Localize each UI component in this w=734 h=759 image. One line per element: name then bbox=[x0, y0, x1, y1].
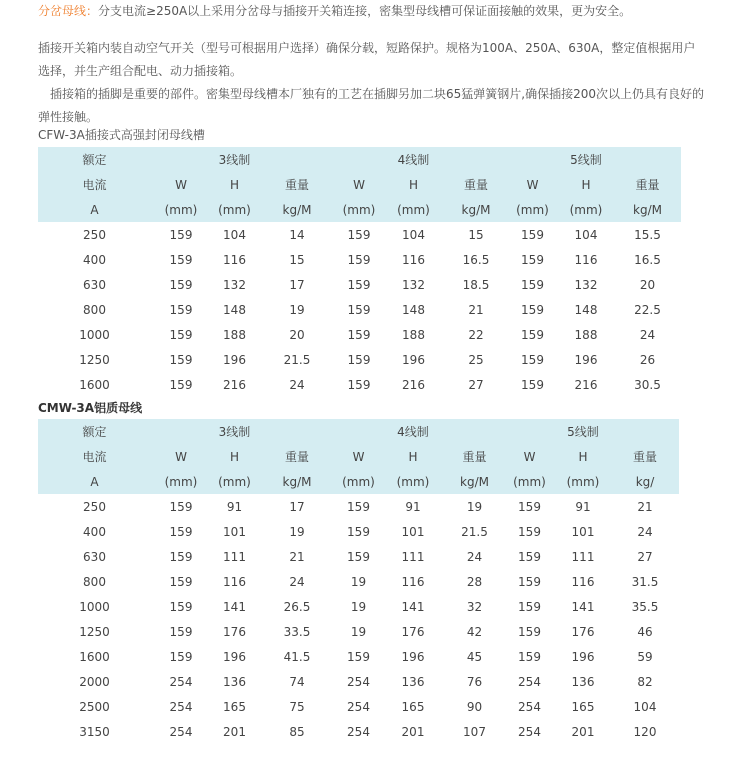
table-cell: 159 bbox=[521, 252, 544, 267]
header-cell: 重量 bbox=[258, 444, 336, 469]
table-cell: 148 bbox=[574, 302, 598, 317]
table-cell: 159 bbox=[347, 327, 371, 342]
table-cell: 90 bbox=[466, 699, 483, 714]
table2-header-row bbox=[38, 469, 679, 494]
header-cell: H bbox=[211, 444, 258, 469]
table-cell: 1000 bbox=[79, 599, 110, 614]
table-cell: 111 bbox=[571, 549, 595, 564]
table-cell: 15.5 bbox=[634, 227, 661, 242]
header-cell bbox=[614, 147, 681, 172]
table-cell: 159 bbox=[518, 499, 541, 514]
table-cell: 120 bbox=[633, 724, 657, 739]
table-cell: 85 bbox=[289, 724, 305, 739]
intro-paragraph-plug-pin-line1: 插接箱的插脚是重要的部件。密集型母线槽本厂独有的工艺在插脚另加二块65猛弹簧钢片,确保插接200次以上仍具有良好的 bbox=[50, 87, 704, 101]
table-cell: 141 bbox=[571, 599, 595, 614]
table-cell: 19 bbox=[466, 499, 483, 514]
header-cell bbox=[336, 147, 382, 172]
table-row bbox=[38, 644, 679, 669]
table-cell: 91 bbox=[575, 499, 591, 514]
table-cell: 22 bbox=[468, 327, 484, 342]
table-cell: 41.5 bbox=[283, 649, 311, 664]
table-cell: 2000 bbox=[79, 674, 110, 689]
table-cell: 159 bbox=[169, 277, 193, 292]
table-cell: 14 bbox=[289, 227, 305, 242]
table-cell: 28 bbox=[466, 574, 483, 589]
table-cell: 116 bbox=[574, 252, 598, 267]
header-cell: 4线制 bbox=[381, 419, 445, 444]
table-cell: 91 bbox=[226, 499, 243, 514]
table2-header-row bbox=[38, 444, 679, 469]
table-cell: 250 bbox=[83, 499, 106, 514]
table-cell: 216 bbox=[223, 377, 246, 392]
table-cell: 148 bbox=[402, 302, 425, 317]
header-cell: (mm) bbox=[151, 469, 211, 494]
table-cell: 216 bbox=[574, 377, 598, 392]
table-cell: 116 bbox=[223, 574, 246, 589]
table-cell: 159 bbox=[518, 524, 541, 539]
table-cell: 159 bbox=[521, 302, 544, 317]
table-cell: 111 bbox=[223, 549, 246, 564]
table-cell: 176 bbox=[401, 624, 425, 639]
header-cell: W bbox=[507, 172, 558, 197]
header-cell: W bbox=[504, 444, 555, 469]
header-cell: H bbox=[558, 172, 614, 197]
header-cell: kg/M bbox=[445, 469, 504, 494]
table-cell: 91 bbox=[405, 499, 421, 514]
header-cell: W bbox=[336, 172, 382, 197]
header-cell: (mm) bbox=[507, 197, 558, 222]
header-cell: A bbox=[38, 197, 151, 222]
table-cell: 26 bbox=[639, 352, 656, 367]
table-cell: 111 bbox=[401, 549, 425, 564]
table-cell: 35.5 bbox=[631, 599, 659, 614]
table-cell: 188 bbox=[223, 327, 246, 342]
table-row bbox=[38, 222, 681, 247]
header-cell: H bbox=[555, 444, 611, 469]
header-cell: A bbox=[38, 469, 151, 494]
table-cell: 165 bbox=[401, 699, 425, 714]
table-cell: 196 bbox=[223, 352, 246, 367]
header-cell: H bbox=[211, 172, 258, 197]
header-cell: W bbox=[336, 444, 381, 469]
table-row bbox=[38, 347, 681, 372]
table-row bbox=[38, 669, 679, 694]
table-row bbox=[38, 544, 679, 569]
table-row bbox=[38, 494, 679, 519]
table-cell: 19 bbox=[350, 624, 367, 639]
table-cell: 159 bbox=[169, 252, 193, 267]
header-cell bbox=[336, 419, 381, 444]
table-cell: 1250 bbox=[79, 624, 110, 639]
table-cell: 19 bbox=[289, 524, 305, 539]
table-cell: 159 bbox=[521, 352, 544, 367]
table-cell: 159 bbox=[169, 227, 193, 242]
header-cell: 5线制 bbox=[558, 147, 614, 172]
table-cell: 148 bbox=[223, 302, 246, 317]
header-cell: (mm) bbox=[336, 197, 382, 222]
table-cell: 800 bbox=[83, 302, 106, 317]
table-cell: 159 bbox=[521, 327, 544, 342]
table-cell: 15 bbox=[289, 252, 305, 267]
intro-paragraph-plug-box-line1: 插接开关箱内装自动空气开关（型号可根据用户选择）确保分载，短路保护。规格为100A、250A、630A，整定值根据用户 bbox=[38, 41, 696, 55]
table-cell: 141 bbox=[223, 599, 246, 614]
intro-paragraph-plug-box-line2: 选择，并生产组合配电、动力插接箱。 bbox=[38, 64, 243, 78]
table-cell: 1250 bbox=[79, 352, 110, 367]
table-cell: 201 bbox=[571, 724, 595, 739]
header-cell bbox=[504, 419, 555, 444]
table-cell: 159 bbox=[169, 302, 193, 317]
table-row bbox=[38, 569, 679, 594]
table-cell: 159 bbox=[521, 277, 544, 292]
table-cell: 17 bbox=[289, 277, 305, 292]
table-cell: 82 bbox=[637, 674, 653, 689]
table-cell: 159 bbox=[347, 302, 371, 317]
table-cell: 24 bbox=[289, 377, 305, 392]
table-cell: 254 bbox=[347, 699, 370, 714]
table-cell: 33.5 bbox=[283, 624, 311, 639]
table-cell: 188 bbox=[574, 327, 598, 342]
table-cell: 132 bbox=[223, 277, 246, 292]
header-cell: 额定 bbox=[38, 419, 151, 444]
table-cell: 159 bbox=[347, 277, 371, 292]
header-cell: (mm) bbox=[211, 469, 258, 494]
table-cell: 400 bbox=[83, 524, 106, 539]
table-cell: 30.5 bbox=[634, 377, 661, 392]
table-row bbox=[38, 322, 681, 347]
table-cell: 17 bbox=[289, 499, 305, 514]
table-cell: 216 bbox=[402, 377, 425, 392]
header-cell: kg/M bbox=[445, 197, 507, 222]
table-cell: 19 bbox=[350, 574, 367, 589]
table-cell: 75 bbox=[289, 699, 305, 714]
table-row bbox=[38, 594, 679, 619]
table-cell: 196 bbox=[571, 649, 595, 664]
table-cell: 400 bbox=[83, 252, 106, 267]
table-cell: 159 bbox=[169, 549, 193, 564]
intro-paragraph-plug-pin-line2: 弹性接触。 bbox=[38, 110, 99, 124]
table-cell: 254 bbox=[347, 674, 370, 689]
table-cell: 630 bbox=[83, 277, 106, 292]
table-cell: 27 bbox=[468, 377, 484, 392]
header-cell: (mm) bbox=[382, 197, 445, 222]
table-cell: 1000 bbox=[79, 327, 110, 342]
table-cell: 76 bbox=[466, 674, 483, 689]
table-cell: 159 bbox=[347, 524, 370, 539]
table-cell: 74 bbox=[289, 674, 305, 689]
header-cell: kg/M bbox=[258, 197, 336, 222]
header-cell: 电流 bbox=[38, 444, 151, 469]
table-cell: 20 bbox=[289, 327, 305, 342]
header-cell: (mm) bbox=[381, 469, 445, 494]
header-cell: 3线制 bbox=[211, 147, 258, 172]
table-cell: 159 bbox=[169, 524, 193, 539]
table-cell: 196 bbox=[401, 649, 425, 664]
table-cell: 254 bbox=[518, 724, 541, 739]
table2-header-row bbox=[38, 419, 679, 444]
table-cell: 32 bbox=[466, 599, 483, 614]
table-cell: 21.5 bbox=[461, 524, 488, 539]
table1-caption: CFW-3A插接式高强封闭母线槽 bbox=[38, 128, 205, 142]
table-cell: 107 bbox=[463, 724, 486, 739]
table-cell: 159 bbox=[169, 499, 193, 514]
table-cell: 254 bbox=[169, 699, 193, 714]
table-cell: 24 bbox=[289, 574, 305, 589]
header-cell bbox=[151, 419, 211, 444]
header-cell: (mm) bbox=[336, 469, 381, 494]
header-cell: (mm) bbox=[558, 197, 614, 222]
table-cell: 159 bbox=[169, 377, 193, 392]
table-cell: 26.5 bbox=[283, 599, 311, 614]
table-row bbox=[38, 372, 681, 397]
header-cell bbox=[507, 147, 558, 172]
table-cell: 136 bbox=[571, 674, 595, 689]
header-cell: 重量 bbox=[445, 444, 504, 469]
table-cell: 25 bbox=[468, 352, 484, 367]
table-cell: 254 bbox=[169, 724, 193, 739]
table-cell: 21 bbox=[637, 499, 653, 514]
table-cell: 201 bbox=[223, 724, 246, 739]
header-cell: 重量 bbox=[614, 172, 681, 197]
table-cell: 21 bbox=[468, 302, 484, 317]
header-cell: 电流 bbox=[38, 172, 151, 197]
table-cell: 201 bbox=[401, 724, 425, 739]
table-cell: 159 bbox=[518, 624, 541, 639]
table-cell: 132 bbox=[402, 277, 425, 292]
table-cell: 196 bbox=[574, 352, 598, 367]
table-cell: 159 bbox=[169, 574, 193, 589]
table-cell: 159 bbox=[518, 549, 541, 564]
header-cell: 3线制 bbox=[211, 419, 258, 444]
header-cell: W bbox=[151, 444, 211, 469]
table-cell: 42 bbox=[466, 624, 483, 639]
header-cell: (mm) bbox=[211, 197, 258, 222]
header-cell: 4线制 bbox=[382, 147, 445, 172]
table-cell: 24 bbox=[637, 524, 653, 539]
header-cell bbox=[258, 419, 336, 444]
header-cell: 额定 bbox=[38, 147, 151, 172]
table-cell: 45 bbox=[466, 649, 483, 664]
table-cell: 159 bbox=[518, 649, 541, 664]
table-cell: 136 bbox=[223, 674, 246, 689]
table-cell: 254 bbox=[347, 724, 370, 739]
cfw-spec-table bbox=[38, 147, 681, 397]
header-cell: kg/M bbox=[258, 469, 336, 494]
table-cell: 159 bbox=[347, 649, 370, 664]
table-cell: 165 bbox=[571, 699, 595, 714]
table-cell: 254 bbox=[518, 699, 541, 714]
table-row bbox=[38, 719, 679, 744]
table-cell: 116 bbox=[402, 252, 425, 267]
branch-busbar-keyword: 分岔母线： bbox=[38, 4, 99, 18]
table-cell: 104 bbox=[402, 227, 425, 242]
table-cell: 104 bbox=[574, 227, 598, 242]
branch-busbar-text: 分支电流≥250A以上采用分岔母与插接开关箱连接，密集型母线槽可保证面接触的效果，更为安全。 bbox=[98, 4, 632, 18]
table-cell: 27 bbox=[637, 549, 653, 564]
header-cell bbox=[445, 419, 504, 444]
table-cell: 21.5 bbox=[283, 352, 311, 367]
table1-header-row bbox=[38, 147, 681, 172]
table-cell: 159 bbox=[347, 352, 371, 367]
table-cell: 159 bbox=[169, 624, 193, 639]
table-cell: 22.5 bbox=[634, 302, 661, 317]
table-cell: 21 bbox=[289, 549, 305, 564]
header-cell: kg/ bbox=[611, 469, 679, 494]
table-cell: 159 bbox=[169, 599, 193, 614]
table-cell: 254 bbox=[518, 674, 541, 689]
table-cell: 176 bbox=[223, 624, 246, 639]
table-row bbox=[38, 619, 679, 644]
table-cell: 159 bbox=[347, 549, 370, 564]
table-cell: 159 bbox=[347, 499, 370, 514]
table-cell: 46 bbox=[637, 624, 653, 639]
table-cell: 254 bbox=[169, 674, 193, 689]
table-cell: 2500 bbox=[79, 699, 110, 714]
table-cell: 159 bbox=[347, 377, 371, 392]
table-cell: 159 bbox=[518, 599, 541, 614]
table-cell: 196 bbox=[402, 352, 425, 367]
table-cell: 16.5 bbox=[462, 252, 490, 267]
table-cell: 16.5 bbox=[634, 252, 661, 267]
table1-header-row bbox=[38, 197, 681, 222]
header-cell: (mm) bbox=[151, 197, 211, 222]
table-cell: 104 bbox=[633, 699, 657, 714]
table-cell: 20 bbox=[639, 277, 656, 292]
table-cell: 159 bbox=[521, 377, 544, 392]
header-cell: (mm) bbox=[504, 469, 555, 494]
table-cell: 116 bbox=[571, 574, 595, 589]
table-cell: 159 bbox=[169, 327, 193, 342]
table-cell: 136 bbox=[401, 674, 425, 689]
table-row bbox=[38, 694, 679, 719]
header-cell: H bbox=[381, 444, 445, 469]
table-cell: 159 bbox=[521, 227, 544, 242]
table-cell: 3150 bbox=[79, 724, 110, 739]
table-cell: 24 bbox=[639, 327, 656, 342]
header-cell: 5线制 bbox=[555, 419, 611, 444]
header-cell: H bbox=[382, 172, 445, 197]
table-cell: 159 bbox=[169, 649, 193, 664]
table-row bbox=[38, 247, 681, 272]
table-cell: 116 bbox=[401, 574, 425, 589]
table-cell: 188 bbox=[402, 327, 425, 342]
table-cell: 31.5 bbox=[631, 574, 659, 589]
header-cell: 重量 bbox=[445, 172, 507, 197]
table2-caption: CMW-3A铝质母线 bbox=[38, 401, 143, 415]
table-cell: 176 bbox=[571, 624, 595, 639]
header-cell: kg/M bbox=[614, 197, 681, 222]
table-row bbox=[38, 297, 681, 322]
table-cell: 19 bbox=[289, 302, 305, 317]
table-cell: 101 bbox=[223, 524, 246, 539]
table-cell: 159 bbox=[518, 574, 541, 589]
table-cell: 132 bbox=[574, 277, 598, 292]
table-cell: 101 bbox=[401, 524, 425, 539]
table-cell: 1600 bbox=[79, 649, 110, 664]
table-cell: 116 bbox=[223, 252, 246, 267]
table-cell: 159 bbox=[347, 252, 371, 267]
table-cell: 18.5 bbox=[462, 277, 490, 292]
header-cell: W bbox=[151, 172, 211, 197]
table-cell: 15 bbox=[468, 227, 484, 242]
header-cell bbox=[611, 419, 679, 444]
table-cell: 196 bbox=[223, 649, 246, 664]
table-cell: 1600 bbox=[79, 377, 110, 392]
table-cell: 159 bbox=[169, 352, 193, 367]
table1-header-row bbox=[38, 172, 681, 197]
table-row bbox=[38, 519, 679, 544]
header-cell bbox=[258, 147, 336, 172]
table-row bbox=[38, 272, 681, 297]
header-cell bbox=[445, 147, 507, 172]
table-cell: 104 bbox=[223, 227, 246, 242]
header-cell bbox=[151, 147, 211, 172]
table-cell: 59 bbox=[637, 649, 653, 664]
table-cell: 141 bbox=[401, 599, 425, 614]
table-cell: 24 bbox=[466, 549, 483, 564]
header-cell: 重量 bbox=[258, 172, 336, 197]
intro-paragraph-branch-busbar bbox=[38, 0, 631, 23]
table-cell: 165 bbox=[223, 699, 246, 714]
table-cell: 800 bbox=[83, 574, 106, 589]
table-cell: 159 bbox=[347, 227, 371, 242]
table-cell: 630 bbox=[83, 549, 106, 564]
table-cell: 250 bbox=[83, 227, 106, 242]
cmw-spec-table bbox=[38, 419, 679, 744]
header-cell: (mm) bbox=[555, 469, 611, 494]
header-cell: 重量 bbox=[611, 444, 679, 469]
table-cell: 19 bbox=[350, 599, 367, 614]
table-cell: 101 bbox=[571, 524, 595, 539]
